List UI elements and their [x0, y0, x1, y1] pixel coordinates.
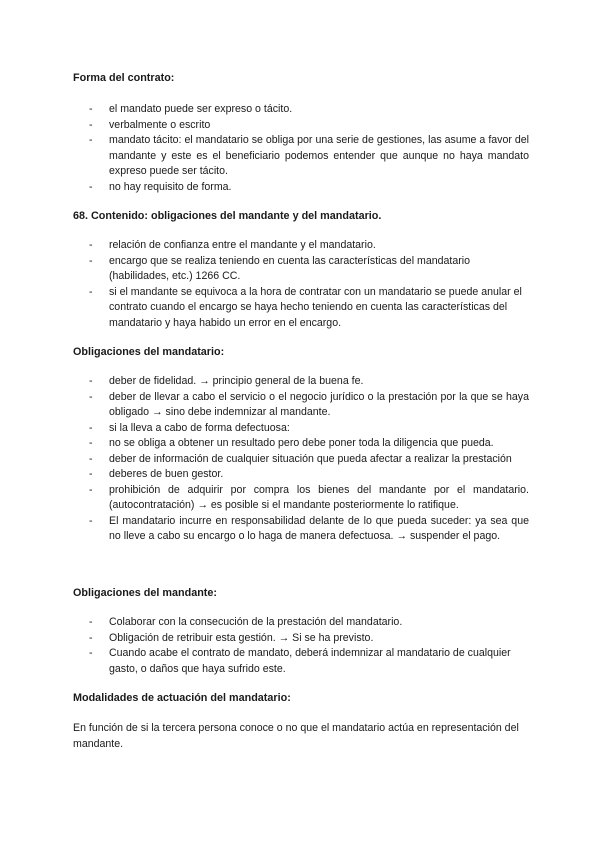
- list-item: - deber de información de cualquier situación que pueda afectar a realizar la prestación: [0, 452, 529, 468]
- list-item: - deber de fidelidad. → principio general de la buena fe.: [0, 374, 529, 390]
- paragraph-modalidades: En función de si la tercera persona conoce o no que el mandatario actúa en representación del mandante.: [73, 722, 519, 750]
- list-item: - Obligación de retribuir esta gestión. → Si se ha previsto.: [0, 631, 529, 647]
- list-obligaciones-mandante: [0, 615, 529, 677]
- heading-obligaciones-mandante: Obligaciones del mandante:: [73, 587, 217, 599]
- list-item: - no hay requisito de forma.: [0, 180, 529, 196]
- list-item: - prohibición de adquirir por compra los bienes del mandante por el mandatario. (autocontratación) → es posible si el mandante posteriormente lo ratifique.: [0, 483, 529, 514]
- list-item: - verbalmente o escrito: [0, 118, 529, 134]
- list-item: - relación de confianza entre el mandante y el mandatario.: [0, 238, 529, 254]
- list-item: - si la lleva a cabo de forma defectuosa:: [0, 421, 529, 437]
- list-item: - deber de llevar a cabo el servicio o el negocio jurídico o la prestación por la que se haya obligado → sino debe indemnizar al mandante.: [0, 390, 529, 421]
- list-item: - El mandatario incurre en responsabilidad delante de lo que pueda suceder: ya sea que no lleve a cabo su encargo o lo haga de manera defectuosa. → suspender el pago.: [0, 514, 529, 545]
- list-item: - Cuando acabe el contrato de mandato, deberá indemnizar al mandatario de cualquier gasto, o daños que haya sufrido este.: [0, 646, 529, 677]
- list-item: - deberes de buen gestor.: [0, 467, 529, 483]
- heading-contenido: 68. Contenido: obligaciones del mandante y del mandatario.: [73, 210, 382, 222]
- list-item: - mandato tácito: el mandatario se obliga por una serie de gestiones, las asume a favor del mandante y este es el beneficiario podemos entender que aunque no haya mandato expreso puede ser tácito.: [0, 133, 529, 180]
- heading-modalidades: Modalidades de actuación del mandatario:: [73, 692, 291, 704]
- list-item: - no se obliga a obtener un resultado pero debe poner toda la diligencia que pueda.: [0, 436, 529, 452]
- list-item: - si el mandante se equivoca a la hora de contratar con un mandatario se puede anular el contrato cuando el encargo se haya hecho teniendo en cuenta las características del mandatario y haya habido un error en el encargo.: [0, 285, 529, 332]
- list-item: - el mandato puede ser expreso o tácito.: [0, 102, 529, 118]
- list-item: - Colaborar con la consecución de la prestación del mandatario.: [0, 615, 529, 631]
- list-forma-contrato: [0, 102, 529, 195]
- list-item: - encargo que se realiza teniendo en cuenta las características del mandatario (habilidades, etc.) 1266 CC.: [0, 254, 529, 285]
- heading-forma-contrato: Forma del contrato:: [73, 72, 175, 84]
- heading-obligaciones-mandatario: Obligaciones del mandatario:: [73, 346, 225, 358]
- list-obligaciones-mandatario: [0, 374, 529, 545]
- list-contenido: [0, 238, 529, 331]
